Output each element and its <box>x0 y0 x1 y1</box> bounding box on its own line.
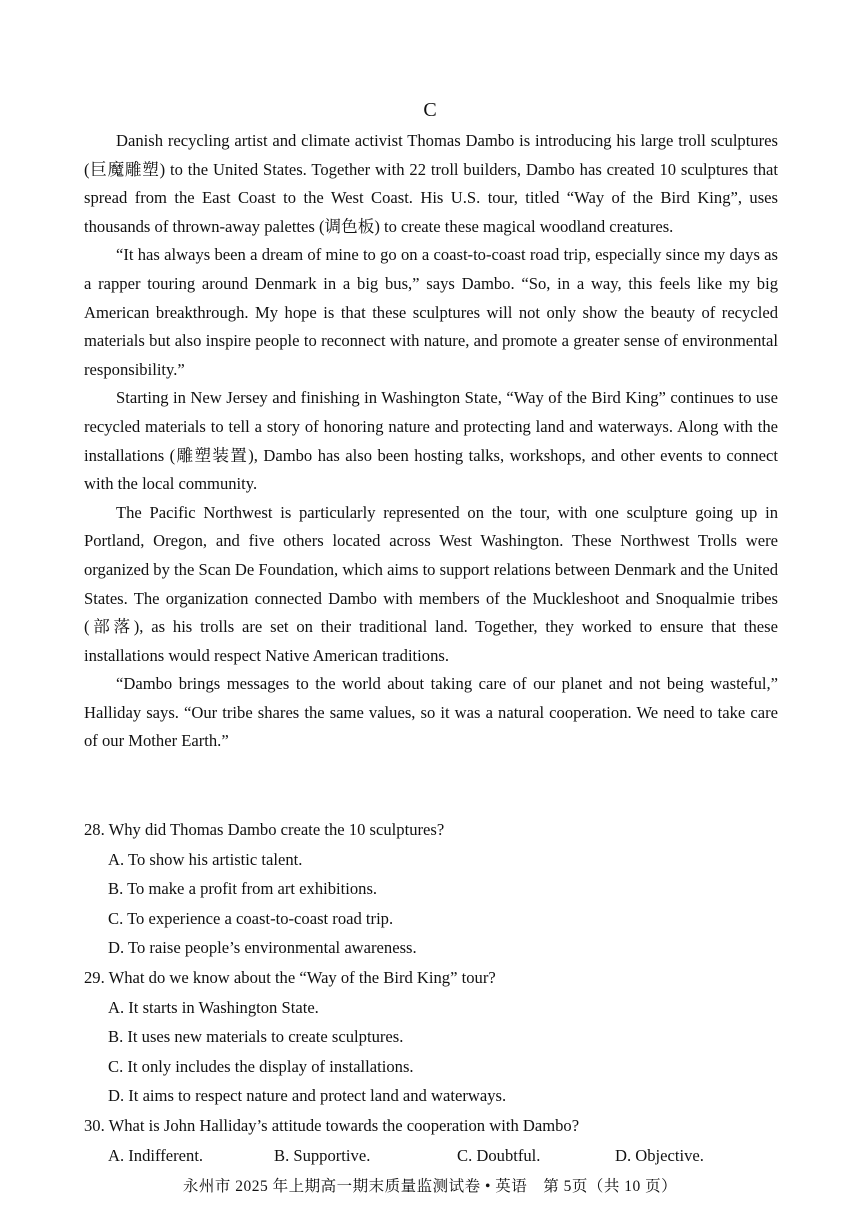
option-c: C. It only includes the display of installations. <box>108 1056 414 1076</box>
option-d: D. It aims to respect nature and protect land and waterways. <box>108 1086 507 1106</box>
question-stem: 29. What do we know about the “Way of the Bird King” tour? <box>84 967 496 987</box>
question-stem: 28. Why did Thomas Dambo create the 10 sculptures? <box>84 820 445 839</box>
option-a: A. To show his artistic talent. <box>108 849 303 869</box>
question-stem: 30. What is John Halliday’s attitude towards the cooperation with Dambo? <box>84 1115 580 1135</box>
option-row <box>108 1141 778 1171</box>
passage-paragraph-4: The Pacific Northwest is particularly represented on the tour, with one sculpture going up in Portland, Oregon, and five others located across West Washington. These Northwest Trolls were organized by the Scan De Foundation, which aims to support relations between Denmark and the United States. The organization connected Dambo with members of the Muckleshoot and Snoqualmie tribes (部落), as his trolls are set on their traditional land. Together, they worked to ensure that these installations would respect Native American traditions. <box>84 502 778 665</box>
option-d: D. Objective. <box>615 1145 704 1165</box>
passage-paragraph-2: “It has always been a dream of mine to go on a coast-to-coast road trip, especially since my days as a rapper touring around Denmark in a big bus,” says Dambo. “So, in a way, this feels like my big American breakthrough. My hope is that these sculptures will not only show the beauty of recycled materials but also inspire people to reconnect with nature, and promote a greater sense of environmental responsibility.” <box>84 245 778 379</box>
option-a: A. It starts in Washington State. <box>108 997 319 1017</box>
question-list <box>84 815 778 1170</box>
option-b: B. Supportive. <box>274 1145 371 1165</box>
option-a: A. Indifferent. <box>108 1145 204 1165</box>
option-c: C. Doubtful. <box>457 1145 541 1165</box>
passage-paragraph-3: Starting in New Jersey and finishing in Washington State, “Way of the Bird King” continues to use recycled materials to tell a story of honoring nature and protecting land and waterways. Along with the installations (雕塑装置), Dambo has also been hosting talks, workshops, and other events to connect with the local community. <box>84 388 778 494</box>
section-letter: C <box>423 99 437 121</box>
passage-paragraph-1: Danish recycling artist and climate activist Thomas Dambo is introducing his large troll sculptures (巨魔雕塑) to the United States. Together with 22 troll builders, Dambo has created 10 sculptures that spread from the East Coast to the West Coast. His U.S. tour, titled “Way of the Bird King”, uses thousands of thrown-away palettes (调色板) to create these magical woodland creatures. <box>84 131 778 236</box>
question-29 <box>84 963 778 1111</box>
question-28 <box>84 815 778 963</box>
question-30 <box>84 1111 778 1170</box>
passage-paragraph-5: “Dambo brings messages to the world about taking care of our planet and not being wasteful,” Halliday says. “Our tribe shares the same values, so it was a natural cooperation. We need to take care of our Mother Earth.” <box>84 674 778 751</box>
option-d: D. To raise people’s environmental awareness. <box>108 938 417 958</box>
page-footer: 永州市 2025 年上期高一期末质量监测试卷 • 英语 第 5页（共 10 页） <box>182 1178 678 1195</box>
option-c: C. To experience a coast-to-coast road trip. <box>108 908 394 928</box>
option-b: B. To make a profit from art exhibitions. <box>108 879 378 899</box>
option-b: B. It uses new materials to create sculptures. <box>108 1027 404 1047</box>
reading-passage <box>84 127 778 756</box>
